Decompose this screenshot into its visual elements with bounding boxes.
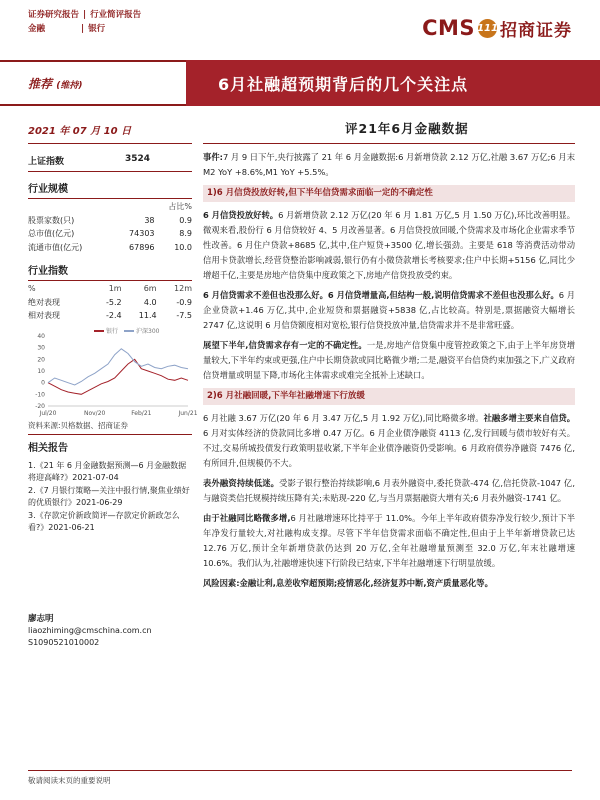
scale-title: 行业规模 bbox=[28, 180, 192, 199]
index-chart bbox=[28, 326, 198, 418]
legend-item: 沪深300 bbox=[124, 326, 159, 335]
table-row bbox=[28, 227, 192, 241]
line-chart bbox=[28, 326, 198, 418]
paragraph: 由于社融同比略微多增,6 月社融增速环比持平于 11.0%。今年上半年政府债券净发行较少,预计下半年净发行量较大,对社融构成支撑。尽管下半年信贷需求面临不确定性,但由于上半年新增贷款已达 12.76 万亿,预计全年新增贷款仍达到 20 万亿,全年社融增量预测至 32.0 万亿,年末社融增速 10.6%。我们认为,社融增速快速下行阶段已结束,下半年社融增速下行明显放缓。 bbox=[203, 513, 575, 568]
table-cell: 8.9 bbox=[179, 229, 192, 238]
related-title: 相关报告 bbox=[28, 442, 68, 454]
table-cell: 11.4 bbox=[138, 311, 157, 320]
table-cell: -2.4 bbox=[105, 311, 122, 320]
scale-table bbox=[28, 200, 192, 254]
paragraph: 6 月信贷投放好转。6 月新增贷款 2.12 万亿(20 年 6 月 1.81 万亿,5 月 1.50 万亿),环比改善明显。微观来看,股份行 6 月信贷较好 4、5 月改善显著。6 月信贷投放回暖,个贷需求及市场化企业需求季节性改善。6 月住户贷款+8685 亿,其中,住户短贷+3500 亿,增长强劲。主要是 618 等消费活动带动信用卡贷款增长,经营贷整治影响减弱,银行仍有小微贷款增长考核要求;住户中长期+5156 亿,同比少增超千亿,主要是房地产信贷集中度政策之下,房地产信贷投放受约束。 bbox=[203, 210, 575, 280]
report-subtitle: 评21年6月金融数据 bbox=[345, 121, 469, 136]
table-header-cell: 6m bbox=[143, 284, 157, 293]
series-line bbox=[48, 359, 188, 394]
paragraph: 展望下半年,信贷需求存有一定的不确定性。一是,房地产信贷集中度管控政策之下,由于上半年房贷增量较大,下半年约束或更强,住户中长期贷款或同比略微少增;二是,融资平台信贷约束加强之下,广义政府信贷增量或明显下降,市场化主体需求或难完全抵补上述缺口。 bbox=[203, 340, 576, 380]
table-cell: -7.5 bbox=[176, 311, 192, 320]
y-tick-label: 30 bbox=[37, 344, 45, 352]
table-cell: 67896 bbox=[129, 242, 155, 252]
table-cell: 38 bbox=[144, 215, 155, 225]
legend-item: 银行 bbox=[94, 326, 118, 335]
table-header-cell: % bbox=[28, 284, 36, 293]
logo-text-cms: CMS bbox=[422, 16, 475, 40]
table-row bbox=[28, 214, 192, 228]
index-perf-title: 行业指数 bbox=[28, 262, 192, 281]
event-paragraph: 事件:7 月 9 日下午,央行披露了 21 年 6 月金融数据:6 月新增贷款 2.12 万亿,社融 3.67 万亿;6 月末 M2 YoY +8.6%,M1 YoY +5.5%。 bbox=[203, 152, 575, 177]
section-heading: 1)6 月信贷投放好转,但下半年信贷需求面临一定的不确定性 bbox=[203, 185, 575, 202]
table-row bbox=[28, 309, 192, 323]
chart-source: 资料来源:贝格数据、招商证券 bbox=[28, 420, 192, 435]
x-tick-label: Nov/20 bbox=[83, 409, 106, 417]
chart-legend bbox=[94, 326, 159, 335]
industry-label: 银行 bbox=[88, 24, 106, 34]
y-tick-label: -10 bbox=[35, 390, 45, 398]
table-cell: 相对表现 bbox=[28, 311, 60, 320]
analyst-email[interactable]: liaozhiming@cmschina.com.cn bbox=[28, 626, 152, 635]
title-box bbox=[186, 60, 600, 106]
report-date: 2021 年 07 月 10 日 bbox=[28, 126, 132, 137]
y-tick-label: 0 bbox=[41, 379, 45, 387]
market-index bbox=[28, 150, 192, 172]
table-row bbox=[28, 282, 192, 296]
main-content bbox=[203, 150, 575, 596]
table-cell: 绝对表现 bbox=[28, 297, 60, 307]
report-subtype: 行业简评报告 bbox=[90, 10, 142, 20]
table-cell: 10.0 bbox=[174, 242, 192, 252]
paragraph: 6 月信贷需求不差但也没那么好。6 月信贷增量高,但结构一般,说明信贷需求不差但也没那么好。6 月企业贷款+1.46 万亿,其中,企业短贷和票据融资+5838 亿,占比较高。特别是,票据融资大幅增长 2747 亿,这说明 6 月信贷额度相对宽松,银行信贷投放冲量,信贷需求并不是非常旺盛。 bbox=[203, 290, 575, 330]
table-cell: -0.9 bbox=[176, 297, 192, 307]
table-header-cell: 12m bbox=[174, 284, 192, 293]
index-perf-table bbox=[28, 282, 192, 323]
sidebar bbox=[28, 150, 198, 535]
cms-logo bbox=[422, 10, 572, 46]
y-tick-label: 10 bbox=[37, 367, 45, 375]
rating-sub: (维持) bbox=[56, 81, 83, 91]
table-cell: 流通市值(亿元) bbox=[28, 242, 83, 252]
rating-box bbox=[0, 60, 186, 106]
table-header-cell: 占比% bbox=[168, 202, 192, 211]
section-heading: 2)6 月社融回暖,下半年社融增速下行放缓 bbox=[203, 388, 575, 405]
analyst-name: 廖志明 bbox=[28, 614, 54, 624]
table-cell: 股票家数(只) bbox=[28, 215, 75, 225]
report-title: 6月社融超预期背后的几个关注点 bbox=[218, 75, 469, 94]
index-value: 3524 bbox=[124, 154, 150, 164]
divider bbox=[203, 143, 575, 144]
related-report-link[interactable]: 2.《7 月银行策略—关注中报行情,聚焦业绩好的优质银行》2021-06-29 bbox=[28, 485, 190, 507]
analyst-info bbox=[28, 613, 152, 649]
report-header: 证券研究报告 | 行业简评报告 金融 | 银行 bbox=[28, 10, 142, 34]
rating-label: 推荐 bbox=[28, 77, 53, 91]
index-label: 上证指数 bbox=[28, 157, 65, 167]
analyst-id: S1090521010002 bbox=[28, 638, 100, 647]
table-header-cell: 1m bbox=[108, 284, 122, 293]
related-report-link[interactable]: 1.《21 年 6 月金融数据预测—6 月金融数据将迎高峰?》2021-07-04 bbox=[28, 460, 187, 482]
related-reports bbox=[28, 460, 192, 534]
table-row bbox=[28, 296, 192, 310]
series-line bbox=[48, 348, 188, 384]
logo-text-zh: 招商证券 bbox=[500, 20, 572, 41]
sector-label: 金融 bbox=[28, 24, 46, 34]
table-row bbox=[28, 241, 192, 255]
page-footer: 敬请阅读末页的重要说明 bbox=[28, 770, 572, 786]
x-tick-label: Jun/21 bbox=[178, 409, 198, 417]
x-tick-label: Jul/20 bbox=[39, 409, 57, 417]
table-row bbox=[28, 200, 192, 214]
y-tick-label: -20 bbox=[35, 402, 45, 410]
title-banner bbox=[0, 60, 600, 106]
table-cell: 0.9 bbox=[179, 215, 192, 225]
report-type: 证券研究报告 bbox=[28, 10, 80, 20]
x-tick-label: Feb/21 bbox=[131, 409, 152, 417]
related-report-link[interactable]: 3.《存款定价新政简评—存款定价新政怎么看?》2021-06-21 bbox=[28, 510, 180, 532]
risk-paragraph: 风险因素:金融让利,息差收窄超预期;疫情恶化,经济复苏中断,资产质量恶化等。 bbox=[203, 578, 493, 588]
logo-circle-icon: 111 bbox=[478, 19, 497, 38]
paragraph: 6 月社融 3.67 万亿(20 年 6 月 3.47 万亿,5 月 1.92 万亿),同比略微多增。社融多增主要来自信贷。6 月对实体经济的贷款同比多增 0.47 万亿。6 月企业债净融资 4113 亿,发行回暖与债市较好有关。不过,交易所城投债发行政策明显收紧,下半年企业债净融资仍受影响。6 月政府债券净融资 7476 亿,有所回升,但规模仍不大。 bbox=[203, 413, 575, 468]
table-cell: 总市值(亿元) bbox=[28, 229, 75, 238]
y-tick-label: 20 bbox=[37, 355, 45, 363]
table-cell: 74303 bbox=[129, 229, 155, 238]
paragraph: 表外融资持续低迷。受影子银行整治持续影响,6 月表外融资中,委托贷款-474 亿,信托贷款-1047 亿,与融资类信托规模持续压降有关;未贴现-220 亿,与当月票据融资大增有关;6 月表外融资-1741 亿。 bbox=[203, 478, 575, 503]
divider bbox=[28, 143, 192, 144]
table-cell: 4.0 bbox=[143, 297, 157, 307]
table-cell: -5.2 bbox=[105, 297, 122, 307]
y-tick-label: 40 bbox=[37, 332, 45, 340]
